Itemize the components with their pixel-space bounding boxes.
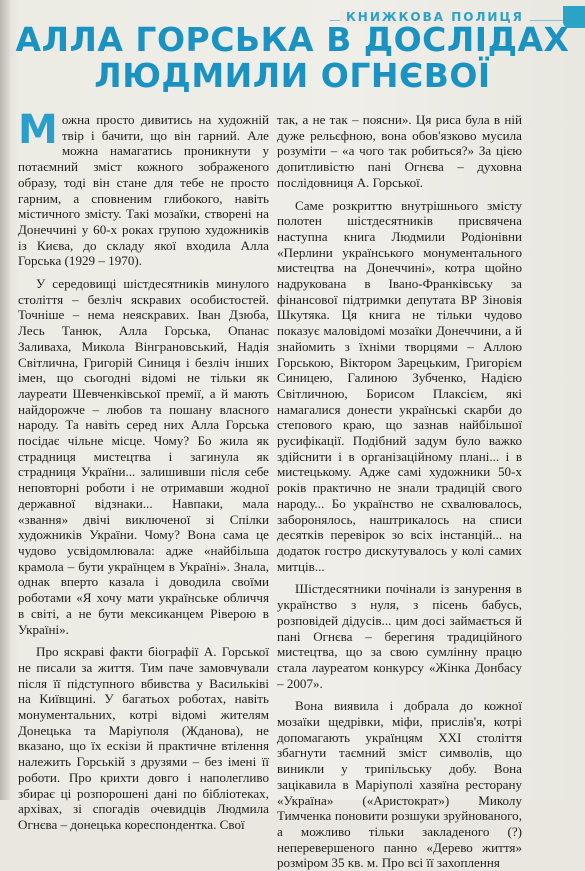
article-title — [0, 22, 585, 94]
paragraph — [18, 107, 269, 269]
title-line-1: АЛЛА ГОРСЬКА В ДОСЛІДАХ — [15, 20, 570, 59]
drop-cap: М — [18, 107, 58, 153]
right-column — [277, 112, 522, 871]
paragraph: так, а не так – поясни». Ця риса була в ній дуже рельєфною, вона обов'язково мусила розуміти – «а чого так робиться?» За цією допитливістю пані Огнєва – духовна послідовниця А. Горської. — [277, 112, 522, 190]
paragraph: Про яскраві факти біографії А. Горської не писали за життя. Тим паче замовчували після її підступного вбивства у Васильківі на Київщині. У багатьох роботах, навіть монументальних, котрі відомі жителям Донецька та Маріуполя (Жданова), не вказано, що їх ескізи й практичне втілення належить Горській з друзями – без імені її роботи. Про крихти довго і наполегливо збирає ці розпорошені дані по бібліотеках, архівах, зі спогадів очевидців Людмила Огнєва – донецька кореспондентка. Свої — [18, 644, 269, 832]
left-column — [18, 107, 269, 833]
paragraph: Саме розкриттю внутрішнього змісту полотен шістдесятників присвячена наступна книга Людмили Родіонівни «Перлини українського монументального мистецтва на Донеччині», котра щойно надрукована в Івано-Франківську за фінансової підтримки депутата ВР Зіновія Шкутяка. Ця книга не тільки чудово показує маловідомі мозаїки Донеччини, а й знайомить з їхніми творцями – Аллою Горською, Віктором Зарецьким, Григорієм Синицею, Галиною Зубченко, Надією Світличною, Борисом Плаксієм, які намагалися донести українські скарби до степового краю, що зазнав найбільшої русифікації. Подібний задум було важко здійснити і в організаційному плані... і в мистецькому. Адже самі художники 50-х років практично не знали традицій свого народу... Бо українство не схвалювалось, заборонялось, наштрикалось на списи десятків перевірок зо всіх інстанцій... на додаток гостро дискутувалось у колі самих митців... — [277, 197, 522, 574]
page-gutter — [0, 0, 10, 800]
paragraph: У середовищі шістдесятників минулого століття – безліч яскравих особистостей. Точніше – нема неяскравих. Іван Дзюба, Лесь Танюк, Алла Горська, Опанас Заливаха, Микола Вінграновський, Надія Світлична, Григорій Синиця і безліч інших імен, що сьогодні відомі не тільки як лауреати Шевченківської премії, а й мають найдорожче – любов та пошану власного народу. Та навіть серед них Алла Горська посідає чільне місце. Чому? Бо жила як страдниця мистецтва і загинула як страдниця України... залишивши після себе неповторні роботи і не отримавши жодної державної відзнаки... Навпаки, мала «звання» двічі виключеної зі Спілки художників України. Чому? Вона сама це чудово усвідомлювала: адже «найбільша крамола – бути українцем в Україні». Знала, однак вперто казала і доводила своїми роботами «Я хочу мати українське обличчя в світі, а не бути мексиканцем Ріверою в Україні». — [18, 276, 269, 637]
paragraph: Вона виявила і добрала до кожної мозаїки щедрівки, міфи, прислів'я, котрі допомагають українцям XXI століття збагнути таємний зміст символів, що виникли у трипільську добу. Вона зацікавила в Маріуполі хазяїна ресторану «Україна» («Аристократ») Миколу Тимченка поновити розшуки зруйнованого, а можливо тільки закладеного (?) неперевершеного панно «Дерево життя» розміром 35 кв. м. Про всі її захоплення — [277, 698, 522, 871]
section-label: КНИЖКОВА ПОЛИЦЯ — [340, 10, 530, 24]
title-line-2: ЛЮДМИЛИ ОГНЄВОЇ — [94, 56, 491, 95]
paragraph: Шістдесятники почінали із занурення в українство з нуля, з пісень бабусь, розповідей дідусів... цим досі займається й пані Огнєва – берегиня традиційного мистецтва, що за свою сумлінну працю стала лауреатом конкурсу «Жінка Донбасу – 2007». — [277, 581, 522, 691]
paragraph-text: ожна просто дивитись на художній твір і бачити, що він гарний. Але можна намагатись проникнути у потаємний зміст кожного зображеного образу, тоді він стане для тебе не просто гарним, а сповненим глибокого, навіть містичного змісту. Такі мозаїки, створені на Донеччині у 60-х роках групою художників із Києва, до складу якої входила Алла Горська (1929 – 1970). — [18, 112, 269, 269]
